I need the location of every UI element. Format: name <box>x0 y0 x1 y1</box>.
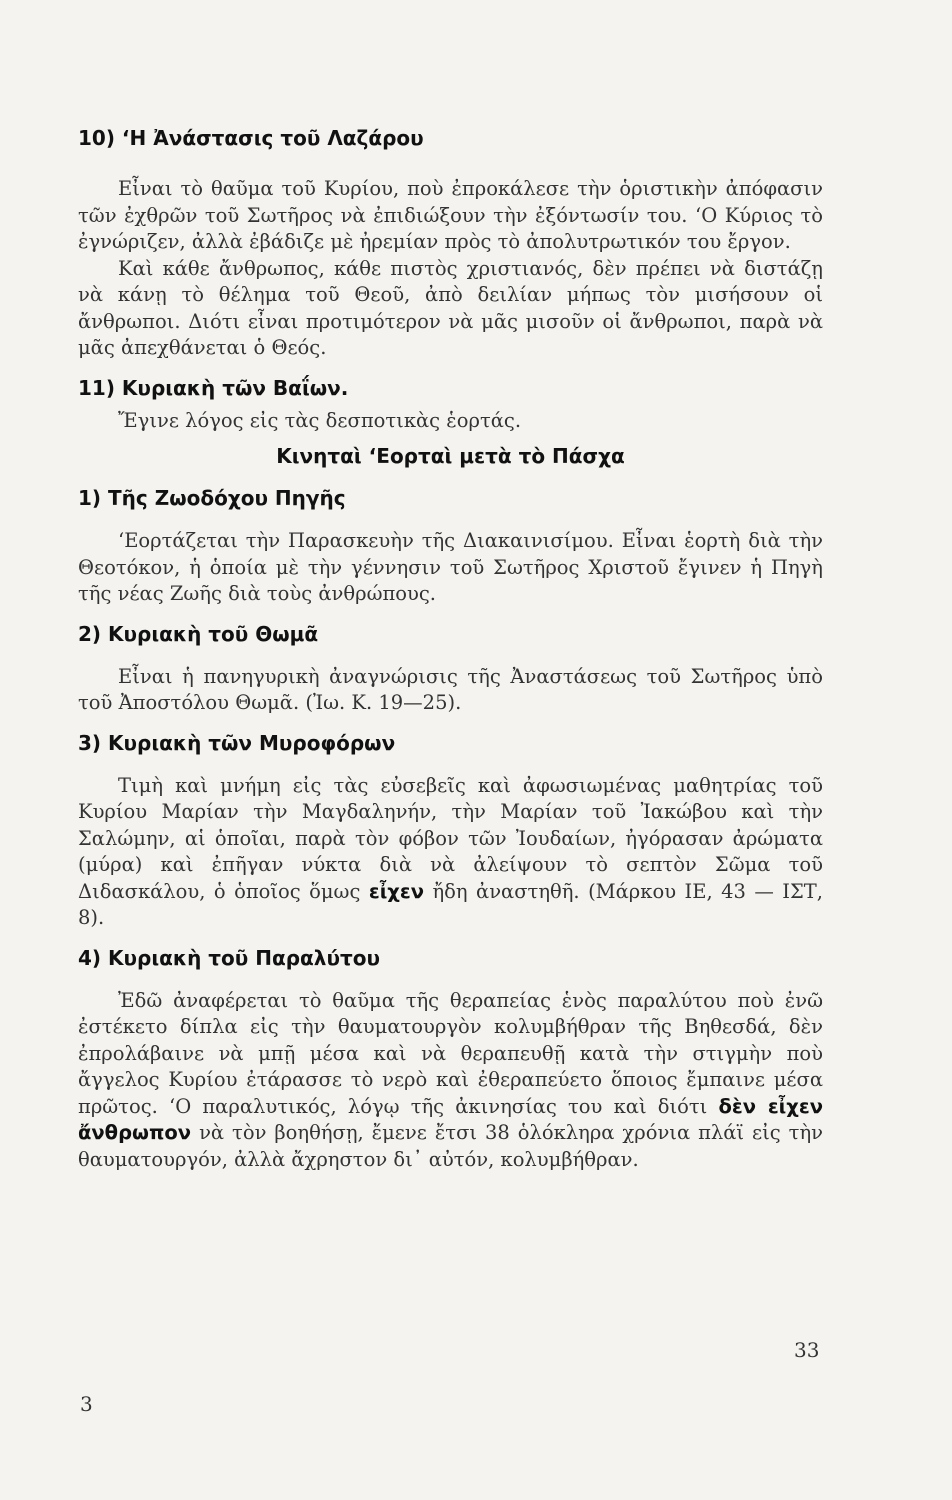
section-title-palm-sunday: 11) Κυριακὴ τῶν Βαΐων. <box>78 375 349 400</box>
page-number: 33 <box>794 1338 820 1362</box>
paragraph-myrrhbearers <box>78 773 823 932</box>
paragraph-paralytic-bold: δὲν εἶχεν ἄνθρωπον <box>78 1094 823 1144</box>
paragraph-paralytic <box>78 988 823 1174</box>
center-title-movable-feasts: Κινηταὶ ‘Εορταὶ μετὰ τὸ Πάσχα <box>276 444 625 468</box>
paragraph-lazarus-2: Καὶ κάθε ἄνθρωπος, κάθε πιστὸς χριστιανός, δὲν πρέπει νὰ διστάζῃ νὰ κάνῃ τὸ θέλημα τοῦ Θεοῦ, ἀπὸ δειλίαν μήπως τὸν μισήσουν οἱ ἄνθρωποι. Διότι εἶναι προτιμότερον νὰ μᾶς μισοῦν οἱ ἄνθρωποι, παρὰ νὰ μᾶς ἀπεχθάνεται ὁ Θεός. <box>78 256 823 359</box>
paragraph-myrrhbearers-bold: εἶχεν <box>368 879 425 903</box>
paragraph-lazarus-1: Εἶναι τὸ θαῦμα τοῦ Κυρίου, ποὺ ἐπροκάλεσε τὴν ὁριστικὴν ἀπόφασιν τῶν ἐχθρῶν τοῦ Σωτῆρος νὰ ἐπιδιώξουν τὴν ἐξόντωσίν του. ‘Ο Κύριος τὸ ἐγνώριζεν, ἀλλὰ ἐβάδιζε μὲ ἠρεμίαν πρὸς τὸ ἀπολυτρωτικόν του ἔργον. <box>78 177 823 253</box>
section-title-myrrhbearers: 3) Κυριακὴ τῶν Μυροφόρων <box>78 730 396 755</box>
signature-mark: 3 <box>80 1392 93 1416</box>
paragraph-myrrhbearers-end: ἤδη ἀναστηθῆ. (Μάρκου ΙΕ, 43 — ΙΣΤ, 8). <box>78 879 823 929</box>
paragraph-myrrhbearers-text: Τιμὴ καὶ μνήμη εἰς τὰς εὐσεβεῖς καὶ ἀφωσιωμένας μαθητρίας τοῦ Κυρίου Μαρίαν τὴν Μαγδαληνήν, τὴν Μαρίαν τοῦ Ἰακώβου καὶ τὴν Σαλώμην, αἱ ὁποῖαι, παρὰ τὸν φόβον τῶν Ἰουδαίων, ἠγόρασαν ἀρώματα (μύρα) καὶ ἐπῆγαν νύκτα διὰ νὰ ἀλείψουν τὸ σεπτὸν Σῶμα τοῦ Διδασκάλου, ὁ ὁποῖος ὅμως <box>78 773 823 903</box>
paragraph-paralytic-end: νὰ τὸν βοηθήσῃ, ἔμενε ἔτσι 38 ὁλόκληρα χρόνια πλάϊ εἰς τὴν θαυματουργόν, ἀλλὰ ἄχρηστον δι᾽ αὐτόν, κολυμβήθραν. <box>78 1121 823 1171</box>
section-title-life-giving-spring: 1) Τῆς Ζωοδόχου Πηγῆς <box>78 486 346 510</box>
paragraph-paralytic-text: Ἐδῶ ἀναφέρεται τὸ θαῦμα τῆς θεραπείας ἑνὸς παραλύτου ποὺ ἐνῶ ἐστέκετο δίπλα εἰς τὴν θαυματουργὸν κολυμβήθραν τῆς Βηθεσδά, δὲν ἐπρολάβαινε νὰ μπῇ μέσα καὶ νὰ θεραπευθῇ κατὰ τὴν στιγμὴν ποὺ ἄγγελος Κυρίου ἐτάρασσε τὸ νερὸ καὶ ἐθεραπεύετο ὅποιος ἔμπαινε μέσα πρῶτος. ‘Ο παραλυτικός, λόγῳ τῆς ἀκινησίας του καὶ διότι <box>78 988 823 1118</box>
paragraph-life-giving-spring: ‘Εορτάζεται τὴν Παρασκευὴν τῆς Διακαινισίμου. Εἶναι ἑορτὴ διὰ τὴν Θεοτόκον, ἡ ὁποία μὲ τὴν γέννησιν τοῦ Σωτῆρος Χριστοῦ ἔγινεν ἡ Πηγὴ τῆς νέας Ζωῆς διὰ τοὺς ἀνθρώπους. <box>78 529 823 605</box>
section-title-lazarus: 10) ‘Η Ἀνάστασις τοῦ Λαζάρου <box>78 126 424 150</box>
section-title-paralytic: 4) Κυριακὴ τοῦ Παραλύτου <box>78 945 380 970</box>
page-body <box>78 118 823 1173</box>
paragraph-thomas-sunday: Εἶναι ἡ πανηγυρικὴ ἀναγνώρισις τῆς Ἀναστάσεως τοῦ Σωτῆρος ὑπὸ τοῦ Ἀποστόλου Θωμᾶ. (Ἰω. Κ. 19—25). <box>78 664 823 714</box>
paragraph-palm-sunday: Ἔγινε λόγος εἰς τὰς δεσποτικὰς ἑορτάς. <box>118 408 522 432</box>
section-title-thomas-sunday: 2) Κυριακὴ τοῦ Θωμᾶ <box>78 621 319 646</box>
